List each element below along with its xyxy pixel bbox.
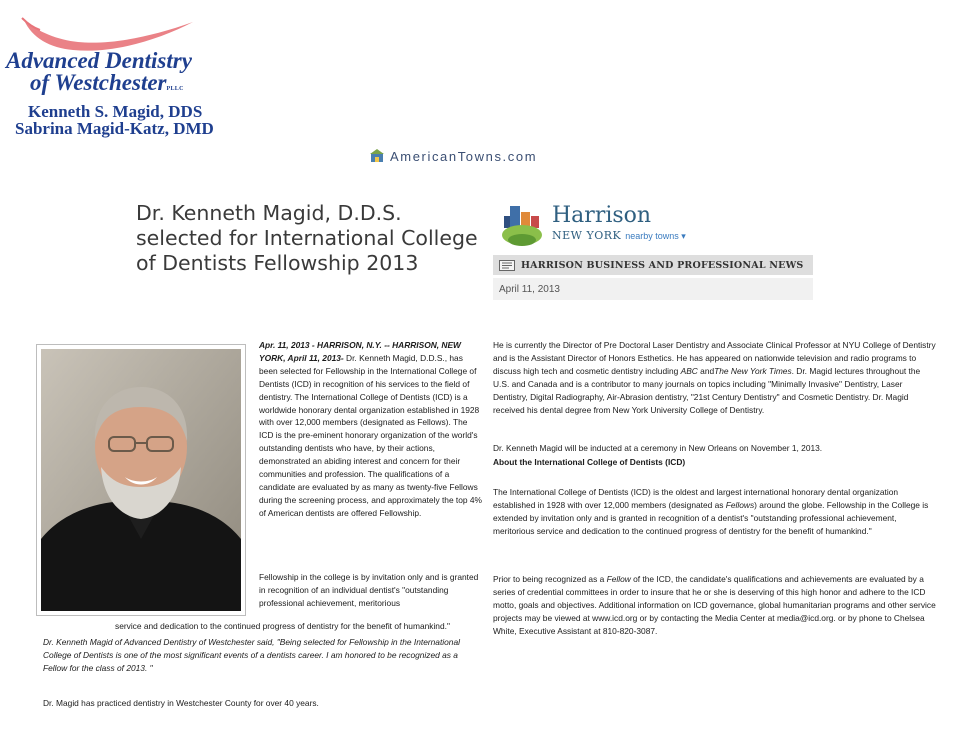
bio-text-b: . Dr. Magid lectures throughout the U.S. and Canada and is a contributor to many journals on topics including "Minimally Invasive" Dentistry, Laser Dentistry, Digital Radiography, Air-Abrasion dentistry, "21st Century Dentistry" and Cosmetic Dentistry. Dr. Magid received his dental degree from New York University College of Dentistry. xyxy=(493,365,921,415)
icd-about-b: ) around the globe. Fellowship in the College is extended by invitation only and is granted in recognition of a dentist's "outstanding professional achievement, meritorious service and dedication to the continued progress of dentistry for the benefit of humankind." xyxy=(493,499,929,536)
induction-note: Dr. Kenneth Magid will be inducted at a ceremony in New Orleans on November 1, 2013. xyxy=(493,443,823,453)
town-state-line xyxy=(552,229,686,242)
doctor-quote: Dr. Kenneth Magid of Advanced Dentistry of Westchester said, "Being selected for Fellowship in the International College of Dentists is one of the most significant events of a dentists career. I am honored to be recognized as a Fellow for the class of 2013. " xyxy=(43,637,460,673)
portrait-image xyxy=(41,349,241,611)
news-section-title: HARRISON BUSINESS AND PROFESSIONAL NEWS xyxy=(521,259,804,271)
article-body-right-1 xyxy=(493,339,938,416)
americantowns-label: AmericanTowns.com xyxy=(390,148,538,164)
bio-nyt: The New York Times xyxy=(714,365,792,376)
logo-line-1: Advanced Dentistry xyxy=(6,48,192,73)
article-paragraph-2: Fellowship in the college is by invitation only and is granted in recognition of an individual dentist's "outstanding professional achievement, meritorious xyxy=(259,572,479,608)
doctor-photo xyxy=(36,344,246,616)
news-section-bar xyxy=(493,255,813,275)
icd-recognition-fellow: Fellow xyxy=(606,574,631,584)
logo-line-2 xyxy=(30,70,184,96)
logo-doctor-1: Kenneth S. Magid, DDS xyxy=(28,102,203,121)
logo-line-2-text: of Westchester xyxy=(30,70,167,95)
newspaper-icon xyxy=(499,260,515,271)
article-paragraph-2-end: service and dedication to the continued progress of dentistry for the benefit of humankind." xyxy=(115,621,450,631)
nearby-towns-link[interactable]: nearby towns ▾ xyxy=(625,231,686,241)
americantowns-brand[interactable] xyxy=(369,148,537,164)
town-emblem-icon xyxy=(369,148,385,164)
icd-about-fellows: Fellows xyxy=(725,499,755,510)
article-continuation xyxy=(115,620,495,633)
news-date-bar xyxy=(493,278,813,300)
icd-about xyxy=(493,486,938,538)
town-skyline-icon xyxy=(500,202,544,248)
town-state: NEW YORK xyxy=(552,229,622,242)
icd-recognition-a: Prior to being recognized as a xyxy=(493,574,607,584)
article-paragraph-1: Dr. Kenneth Magid, D.D.S., has been selected for Fellowship in the International College of Dentists (ICD) in recognition of his services to the field of dentistry. The International College of Dentists (ICD) is a worldwide honorary dental organization established in 1928 with over 12,000 members (designated as Fellows). The ICD is the pre-eminent honorary organization of the world's outstanding dentists who have, by their actions, demonstrated an abiding interest and concern for their communities and profession. The qualifications of a candidate are evaluated by as many as twenty-five Fellows during the screening process, and approximately the top 4% of American dentists are offered Fellowship. xyxy=(259,352,483,518)
practice-years: Dr. Magid has practiced dentistry in Westchester County for over 40 years. xyxy=(43,698,319,708)
town-header xyxy=(500,200,820,250)
bio-abc: ABC xyxy=(680,365,698,376)
article-body-left xyxy=(259,339,482,520)
icd-about-a: The International College of Dentists (ICD) is the oldest and largest international honorary dental organization established in 1928 with over 12,000 members (designated as xyxy=(493,487,899,510)
logo-pllc: PLLC xyxy=(166,86,184,92)
logo-doctor-2: Sabrina Magid-Katz, DMD xyxy=(15,119,214,138)
practice-logo xyxy=(0,8,215,138)
article-dateline: Apr. 11, 2013 - HARRISON, N.Y. -- HARRISON, NEW YORK, April 11, 2013- xyxy=(259,340,461,363)
icd-recognition-b: of the ICD, the candidate's qualifications and achievements are evaluated by a series of credential committees in order to insure that he or she is deserving of this high honor and adhere to the ICD motto, goals and objectives. Additional information on ICD governance, global humanitarian programs and other service projects may be viewed at www.icd.org or by contacting the Media Center at media@icd.org. or by phone to Chelsea White, Executive Assistant at 810-820-3087. xyxy=(493,574,936,636)
article-body-left-2 xyxy=(259,571,482,610)
icd-recognition xyxy=(493,573,938,638)
article-headline: Dr. Kenneth Magid, D.D.S. selected for International College of Dentists Fellowship 2013 xyxy=(136,201,478,275)
icd-heading: About the International College of Dentists (ICD) xyxy=(493,457,686,467)
bio-text-a: He is currently the Director of Pre Doctoral Laser Dentistry and Associate Clinical Professor at NYU College of Dentistry and is the Assistant Director of Honors Esthetics. He has appeared on nationwide television and radio programs to discuss high tech and cosmetic dentistry including xyxy=(493,340,936,376)
town-name: Harrison xyxy=(552,203,652,228)
bio-and: and xyxy=(697,365,715,376)
news-date: April 11, 2013 xyxy=(499,283,560,295)
